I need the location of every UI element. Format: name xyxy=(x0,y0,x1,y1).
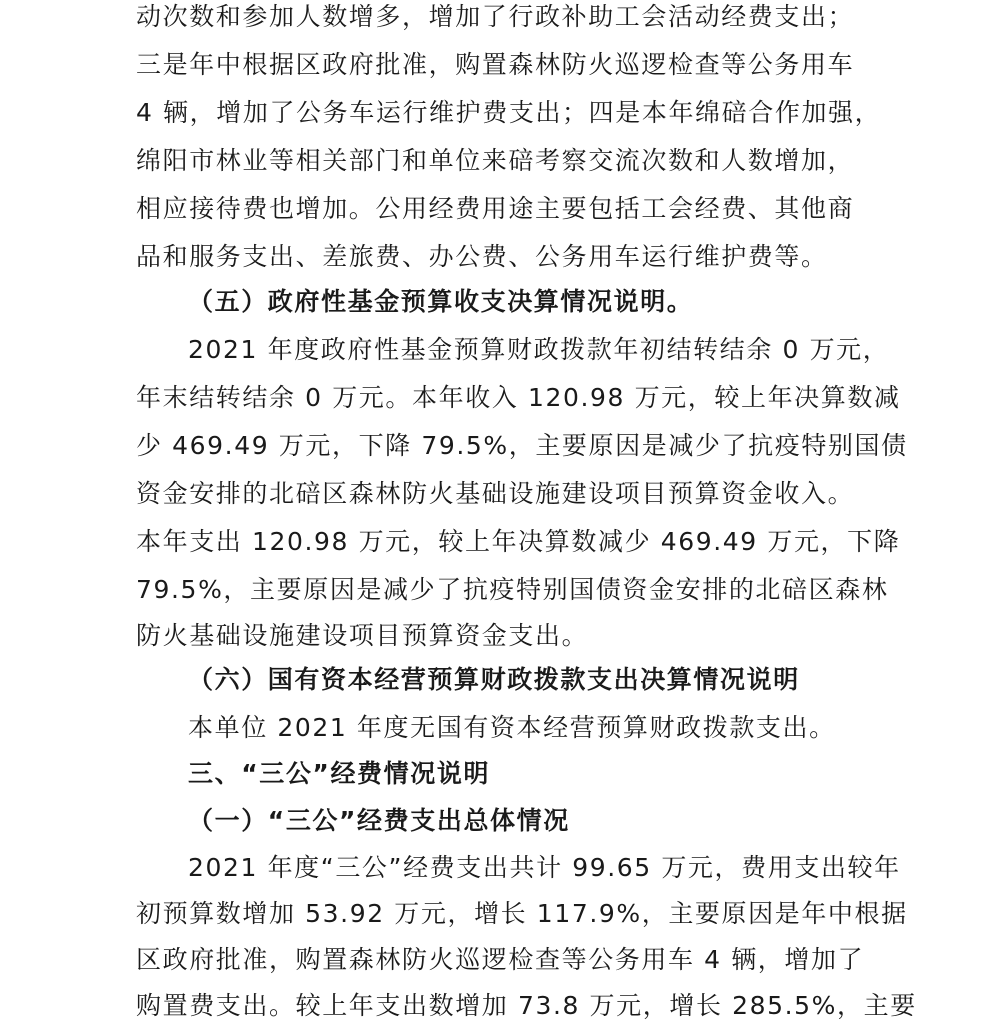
paragraph-line: 本年支出 120.98 万元，较上年决算数减少 469.49 万元，下降 xyxy=(136,527,901,556)
section-heading: （六）国有资本经营预算财政拨款支出决算情况说明 xyxy=(188,665,800,694)
paragraph-line: 初预算数增加 53.92 万元，增长 117.9%，主要原因是年中根据 xyxy=(136,899,908,928)
paragraph-line: 资金安排的北碚区森林防火基础设施建设项目预算资金收入。 xyxy=(136,479,855,508)
paragraph-line: 2021 年度政府性基金预算财政拨款年初结转结余 0 万元， xyxy=(188,335,890,364)
paragraph-line: 相应接待费也增加。公用经费用途主要包括工会经费、其他商 xyxy=(136,194,855,223)
paragraph-line: 区政府批准，购置森林防火巡逻检查等公务用车 4 辆，增加了 xyxy=(136,945,865,974)
paragraph-line: 79.5%，主要原因是减少了抗疫特别国债资金安排的北碚区森林 xyxy=(136,575,889,604)
section-heading: （五）政府性基金预算收支决算情况说明。 xyxy=(188,287,694,316)
section-heading: （一）“三公”经费支出总体情况 xyxy=(188,806,570,835)
paragraph-line: 本单位 2021 年度无国有资本经营预算财政拨款支出。 xyxy=(188,713,836,742)
chapter-heading: 三、“三公”经费情况说明 xyxy=(188,759,491,788)
paragraph-line: 品和服务支出、差旅费、办公费、公务用车运行维护费等。 xyxy=(136,242,828,271)
paragraph-line: 防火基础设施建设项目预算资金支出。 xyxy=(136,621,589,650)
paragraph-line: 少 469.49 万元，下降 79.5%，主要原因是减少了抗疫特别国债 xyxy=(136,431,908,460)
paragraph-line: 2021 年度“三公”经费支出共计 99.65 万元，费用支出较年 xyxy=(188,853,901,882)
paragraph-line: 购置费支出。较上年支出数增加 73.8 万元，增长 285.5%，主要 xyxy=(136,991,917,1020)
paragraph-line: 三是年中根据区政府批准，购置森林防火巡逻检查等公务用车 xyxy=(136,50,855,79)
paragraph-line: 年末结转结余 0 万元。本年收入 120.98 万元，较上年决算数减 xyxy=(136,383,901,412)
paragraph-line: 动次数和参加人数增多，增加了行政补助工会活动经费支出； xyxy=(136,2,855,31)
paragraph-line: 4 辆，增加了公务车运行维护费支出；四是本年绵碚合作加强， xyxy=(136,98,882,127)
paragraph-line: 绵阳市林业等相关部门和单位来碚考察交流次数和人数增加， xyxy=(136,146,855,175)
